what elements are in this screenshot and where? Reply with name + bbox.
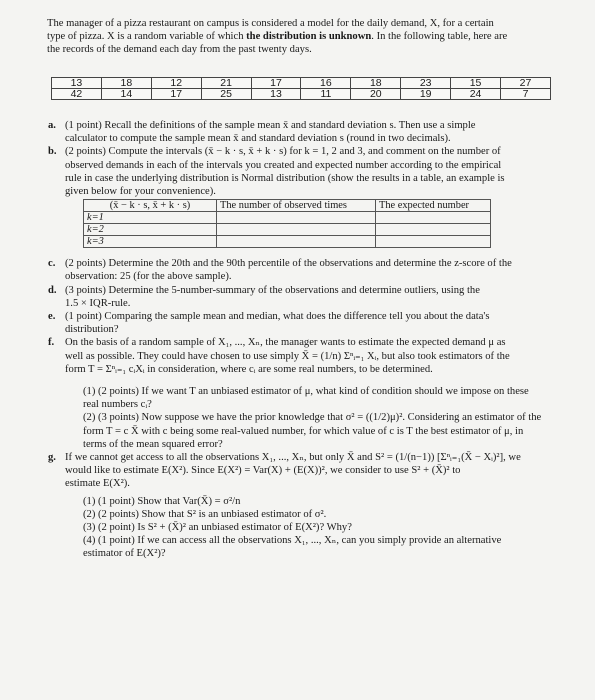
expected-cell bbox=[376, 224, 491, 236]
demand-cell: 15 bbox=[451, 78, 501, 89]
question-line: well as possible. They could have chosen to use simply X̄ = (1/n) Σⁿᵢ₌₁ Xᵢ, but also took estimators of the bbox=[65, 350, 510, 362]
observed-cell bbox=[217, 212, 376, 224]
question-d bbox=[47, 284, 572, 310]
subquestion-line: form T = c X̄ with c being some real-valued number, for which value of c is T the best estimator of μ, in bbox=[83, 425, 524, 437]
subquestion-line: estimator of E(X²)? bbox=[83, 548, 166, 560]
question-line: (1 point) Recall the definitions of the sample mean x̄ and standard deviation s. Then use a simple bbox=[65, 120, 476, 131]
interval-header: (x̄ − k · s, x̄ + k · s) bbox=[84, 200, 217, 212]
demand-cell: 18 bbox=[101, 78, 151, 89]
demand-cell: 16 bbox=[301, 78, 351, 89]
question-label: e. bbox=[48, 311, 56, 323]
interval-header-row bbox=[84, 200, 491, 212]
subquestion-line: real numbers cᵢ? bbox=[83, 399, 152, 411]
intro-line: the records of the demand each day from the past twenty days. bbox=[47, 44, 312, 56]
question-label: d. bbox=[48, 284, 57, 296]
question-line: observed demands in each of the intervals you created and expected number according to the empirical bbox=[65, 159, 502, 171]
question-line: rule in case the underlying distribution is Normal distribution (show the results in a table, an example is bbox=[65, 172, 505, 184]
question-line: If we cannot get access to all the observations X₁, ..., Xₙ, but only X̄ and S² = (1/(n−1)) [Σⁿᵢ₌₁(X̄ − Xᵢ)²], we bbox=[65, 452, 521, 464]
question-e bbox=[47, 310, 572, 336]
question-line: would like to estimate E(X²). Since E(X²) = Var(X) + (E(X))², we consider to use S² + (X̄)² to bbox=[65, 465, 461, 477]
question-label: g. bbox=[48, 452, 56, 464]
question-list bbox=[47, 119, 572, 561]
demand-cell: 17 bbox=[251, 78, 301, 89]
demand-row bbox=[52, 78, 551, 89]
demand-cell: 20 bbox=[351, 89, 401, 100]
demand-cell: 18 bbox=[351, 78, 401, 89]
intro-text: type of pizza. X is a random variable of which bbox=[47, 31, 247, 43]
demand-cell: 42 bbox=[52, 89, 102, 100]
expected-cell bbox=[376, 236, 491, 248]
demand-cell: 24 bbox=[451, 89, 501, 100]
k-cell: k=2 bbox=[84, 224, 217, 236]
intro-line bbox=[47, 30, 567, 43]
subquestion-line: (3) (2 point) Is S² + (X̄)² an unbiased estimator of E(X²)? Why? bbox=[83, 522, 352, 534]
question-line: observation: 25 (for the above sample). bbox=[65, 271, 232, 283]
intro-line: The manager of a pizza restaurant on campus is considered a model for the daily demand, X, for a certain bbox=[47, 18, 494, 29]
k-cell: k=3 bbox=[84, 236, 217, 248]
expected-header: The expected number bbox=[376, 200, 491, 212]
intro-emphasis: the distribution is unknown bbox=[246, 31, 372, 43]
question-line: given below for your convenience). bbox=[65, 186, 216, 198]
demand-cell: 19 bbox=[401, 89, 451, 100]
question-line: (2 points) Determine the 20th and the 90th percentile of the observations and determine the z-score of the bbox=[65, 258, 512, 270]
demand-cell: 7 bbox=[501, 89, 551, 100]
question-c bbox=[47, 257, 572, 283]
question-line: (2 points) Compute the intervals (x̄ − k · s, x̄ + k · s) for k = 1, 2 and 3, and comment on the number of bbox=[65, 146, 501, 158]
intro-paragraph bbox=[47, 17, 567, 57]
question-line: estimate E(X²). bbox=[65, 478, 130, 490]
subquestion-line: (1) (2 points) If we want T an unbiased estimator of μ, what kind of condition should we impose on these bbox=[83, 386, 529, 398]
interval-table bbox=[83, 199, 491, 248]
subquestion-line: (2) (2 points) Show that S² is an unbiased estimator of σ². bbox=[83, 508, 327, 520]
question-line: distribution? bbox=[65, 324, 119, 336]
question-label: a. bbox=[48, 120, 56, 131]
demand-cell: 14 bbox=[101, 89, 151, 100]
demand-cell: 23 bbox=[401, 78, 451, 89]
subquestion-line: terms of the mean squared error? bbox=[83, 438, 223, 450]
observed-cell bbox=[217, 236, 376, 248]
question-label: b. bbox=[48, 146, 57, 158]
question-line: form T = Σⁿᵢ₌₁ cᵢXᵢ in consideration, where cᵢ are some real numbers, to be determined. bbox=[65, 363, 433, 375]
question-a bbox=[47, 119, 572, 145]
demand-row bbox=[52, 89, 551, 100]
intro-text: . In the following table, here are bbox=[371, 31, 508, 43]
demand-cell: 11 bbox=[301, 89, 351, 100]
subquestion-line: (2) (3 points) Now suppose we have the prior knowledge that σ² = ((1/2)μ)². Considering an estimator of the bbox=[83, 412, 542, 424]
interval-row bbox=[84, 224, 491, 236]
question-line: (3 points) Determine the 5-number-summary of the observations and determine outliers, using the bbox=[65, 284, 480, 296]
question-label: f. bbox=[48, 337, 55, 349]
subquestion-line: (1) (1 point) Show that Var(X̄) = σ²/n bbox=[83, 495, 241, 507]
expected-cell bbox=[376, 212, 491, 224]
demand-cell: 21 bbox=[201, 78, 251, 89]
question-f bbox=[47, 336, 572, 451]
demand-table bbox=[51, 77, 551, 100]
demand-cell: 13 bbox=[251, 89, 301, 100]
k-cell: k=1 bbox=[84, 212, 217, 224]
demand-cell: 27 bbox=[501, 78, 551, 89]
question-line: calculator to compute the sample mean x̄ and standard deviation s (round in two decimals). bbox=[65, 133, 451, 145]
question-line: 1.5 × IQR-rule. bbox=[65, 297, 131, 309]
interval-row bbox=[84, 236, 491, 248]
demand-cell: 12 bbox=[151, 78, 201, 89]
question-line: (1 point) Comparing the sample mean and median, what does the difference tell you about the data's bbox=[65, 311, 490, 323]
question-label: c. bbox=[48, 258, 56, 270]
observed-header: The number of observed times bbox=[217, 200, 376, 212]
subquestion-line: (4) (1 point) If we can access all the observations X₁, ..., Xₙ, can you simply provide an alternative bbox=[83, 535, 502, 547]
question-line: On the basis of a random sample of X₁, ..., Xₙ, the manager wants to estimate the expected demand μ as bbox=[65, 337, 506, 349]
demand-cell: 25 bbox=[201, 89, 251, 100]
question-g bbox=[47, 451, 572, 561]
demand-cell: 13 bbox=[52, 78, 102, 89]
observed-cell bbox=[217, 224, 376, 236]
demand-cell: 17 bbox=[151, 89, 201, 100]
question-b bbox=[47, 145, 572, 248]
interval-row bbox=[84, 212, 491, 224]
